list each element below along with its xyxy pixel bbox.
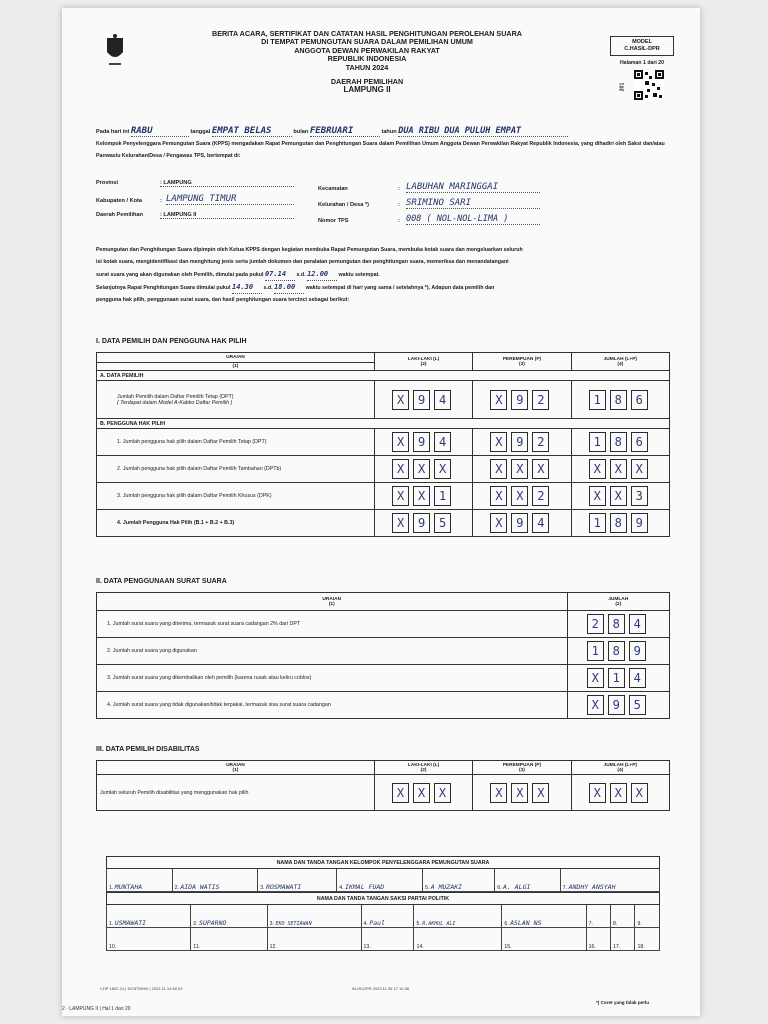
s2-row-4 (97, 692, 670, 719)
section-3-title: III. DATA PEMILIH DISABILITAS (96, 746, 200, 753)
doc-title-line-4: REPUBLIK INDONESIA (327, 54, 407, 64)
section-1-title: I. DATA PEMILIH DAN PENGGUNA HAK PILIH (96, 338, 247, 345)
saksi-signature-table (106, 892, 660, 951)
s1-b-row-1 (97, 429, 670, 456)
digit-box[interactable]: 9 (413, 390, 430, 410)
hari-field[interactable]: RABU (131, 126, 189, 137)
digit-box[interactable]: X (610, 459, 627, 479)
digit-box[interactable]: 8 (608, 614, 625, 634)
footer-note: *) Coret yang tidak perlu (596, 1000, 650, 1005)
kpps-sign-7[interactable]: 7. ANDHY ANSYAH (560, 869, 659, 892)
digit-box[interactable]: 4 (434, 390, 451, 410)
tanggal-label: tanggal (190, 129, 211, 135)
kpps-signature-table (106, 856, 660, 892)
digit-box[interactable]: X (511, 459, 528, 479)
s3-row-label: Jumlah seluruh Pemilih disabilitas yang menggunakan hak pilih (97, 775, 375, 811)
digit-box[interactable]: X (589, 783, 606, 803)
kpps-sign-1[interactable]: 1. MUNTAHA (107, 869, 173, 892)
s1-a-laki (374, 381, 472, 419)
district-label: DAERAH PEMILIHAN (330, 77, 404, 87)
section-3-table (96, 760, 670, 811)
digit-box[interactable]: 1 (589, 390, 606, 410)
digit-box[interactable]: X (434, 459, 451, 479)
s1-idx-1: (1) (97, 363, 375, 371)
digit-box[interactable]: 5 (629, 695, 646, 715)
time-start-field[interactable]: 07.14 (265, 268, 295, 281)
intro-text: Kelompok Penyelenggara Pemungutan Suara (KPPS) mengadakan Rapat Pemungutan dan Penghitungan Suara dalam Pemilihan Umum Anggota Dewan Perwakilan Rakyat Republik Indonesia, yang dihadiri oleh Saksi dan/atau Panwaslu Kelurahan/Desa / Pengawas TPS, bertempat di: (96, 141, 665, 159)
digit-box[interactable]: X (511, 486, 528, 506)
section-1-table (96, 352, 670, 537)
digit-box[interactable]: 4 (629, 668, 646, 688)
model-box (610, 36, 674, 56)
digit-box[interactable]: 3 (631, 486, 648, 506)
saksi-sign-17[interactable]: 17. (611, 928, 635, 951)
kpps-sign-title: NAMA DAN TANDA TANGAN KELOMPOK PENYELENGGARA PEMUNGUTAN SUARA (107, 857, 660, 869)
bulan-field[interactable]: FEBRUARI (310, 126, 380, 137)
digit-box[interactable]: X (434, 783, 451, 803)
s2-row-1-label: 1. Jumlah surat suara yang diterima, termasuk surat suara cadangan 2% dari DPT (97, 611, 568, 638)
digit-box[interactable]: X (413, 486, 430, 506)
digit-box[interactable]: 8 (610, 432, 627, 452)
dapil-label: Daerah Pemilihan (96, 212, 143, 218)
procedure-line-5: pengguna hak pilih, penggunaan surat suara, dan hasil penghitungan suara tercinci sebagai berikut: (96, 297, 350, 303)
dapil-value: : LAMPUNG II (160, 212, 294, 219)
procedure-line-2: isi kotak suara, mengidentifikasi dan menghitung jenis serta jumlah dokumen dan peralatan pemungutan dan penghitungan suara, memeriksa dan menandatangani (96, 259, 509, 265)
s2-head-jumlah: JUMLAH (2) (567, 593, 670, 611)
kpps-sign-6[interactable]: 6. A. ALGI (495, 869, 561, 892)
date-line (96, 126, 676, 137)
s1-b4-label: 4. Jumlah Pengguna Hak Pilih (B.1 + B.2 + B.3) (97, 510, 375, 537)
digit-box[interactable]: 2 (532, 390, 549, 410)
page-label: Halaman 1 dari 20 (619, 60, 665, 66)
digit-box[interactable]: X (490, 459, 507, 479)
s3-row (97, 775, 670, 811)
digit-box[interactable]: 8 (610, 513, 627, 533)
digit-box[interactable]: 2 (587, 614, 604, 634)
saksi-sign-9[interactable]: 9. (635, 905, 660, 928)
s2-row-2 (97, 638, 670, 665)
digit-box[interactable]: 9 (511, 432, 528, 452)
digit-box[interactable]: X (413, 783, 430, 803)
kpps-sign-4[interactable]: 4. IKMAL FUAD (337, 869, 423, 892)
digit-box[interactable]: X (631, 783, 648, 803)
side-code: 201 (619, 82, 626, 92)
tahun-label: tahun (381, 129, 397, 135)
doc-title-line-1: BERITA ACARA, SERTIFIKAT DAN CATATAN HASIL PENGHITUNGAN PEROLEHAN SUARA (212, 29, 522, 38)
saksi-sign-18[interactable]: 18. (635, 928, 660, 951)
digit-box[interactable]: 6 (631, 432, 648, 452)
s2-head-uraian: URAIAN (1) (97, 593, 568, 611)
kpps-sign-2[interactable]: 2. AIDA WATIS (172, 869, 258, 892)
s2-row-2-label: 2. Jumlah surat suara yang digunakan (97, 638, 568, 665)
s1-head-jumlah: JUMLAH (L+P) (4) (571, 353, 669, 371)
doc-title-line-3: ANGGOTA DEWAN PERWAKILAN RAKYAT (294, 45, 440, 55)
sd-label: s.d. (296, 272, 306, 278)
print-code: CHP 1802 24 | 1578759/00 | 2023 11 14 58 03 (100, 986, 183, 991)
kelurahan-label: Kelurahan / Desa *) (318, 202, 369, 208)
digit-box[interactable]: 9 (608, 695, 625, 715)
saksi-sign-13[interactable]: 13. (361, 928, 414, 951)
saksi-sign-11[interactable]: 11. (191, 928, 267, 951)
s2-row-4-label: 4. Jumlah surat suara yang tidak digunakan/tidak terpakai, termasuk sisa surat suara cadangan (97, 692, 568, 719)
s1-a-note: ( Terdapat dalam Model A-Kabko Daftar Pemilih ) (117, 399, 233, 406)
digit-box[interactable]: 8 (610, 390, 627, 410)
kpps-sign-5[interactable]: 5. A MUZAKI (422, 869, 494, 892)
saksi-sign-1[interactable]: 1. USMAWATI (107, 905, 191, 928)
saksi-sign-2[interactable]: 2. SUPARNO (191, 905, 267, 928)
digit-box[interactable]: 1 (589, 513, 606, 533)
provinsi-value: : LAMPUNG (160, 180, 294, 187)
digit-box[interactable]: 9 (413, 432, 430, 452)
digit-box[interactable]: 9 (511, 513, 528, 533)
saksi-sign-16[interactable]: 16. (586, 928, 610, 951)
tahun-field[interactable]: DUA RIBU DUA PULUH EMPAT (398, 126, 568, 137)
mid-code: IN-09-DPR 2023 11 05 17 10 56 (352, 986, 410, 991)
digit-box[interactable]: X (490, 486, 507, 506)
s2-row-3-label: 3. Jumlah surat suara yang dikembalikan oleh pemilih (karena rusak atau keliru coblos) (97, 665, 568, 692)
digit-box[interactable]: 4 (532, 513, 549, 533)
s1-a-title: A. DATA PEMILIH (97, 371, 670, 381)
digit-box[interactable]: X (392, 513, 409, 533)
digit-box[interactable]: X (532, 783, 549, 803)
digit-box[interactable]: X (490, 783, 507, 803)
saksi-sign-14[interactable]: 14. (414, 928, 502, 951)
kabupaten-field[interactable]: LAMPUNG TIMUR (166, 194, 294, 205)
s3-head-perempuan: PEREMPUAN (P) (3) (473, 761, 571, 775)
bulan-label: bulan (293, 129, 309, 135)
digit-box[interactable]: X (532, 459, 549, 479)
digit-box[interactable]: X (413, 459, 430, 479)
kabupaten-label: Kabupaten / Kota (96, 198, 142, 204)
digit-box[interactable]: 2 (532, 432, 549, 452)
s1-head-perempuan: PEREMPUAN (P) (3) (473, 353, 571, 371)
s1-b3-label: 3. Jumlah pengguna hak pilih dalam Daftar Pemilih Khusus (DPK) (97, 483, 375, 510)
s1-b-title: B. PENGGUNA HAK PILIH (97, 419, 670, 429)
digit-box[interactable]: X (589, 459, 606, 479)
tanggal-field[interactable]: EMPAT BELAS (212, 126, 292, 137)
digit-box[interactable]: X (490, 432, 507, 452)
form-page: BERITA ACARA, SERTIFIKAT DAN CATATAN HASIL PENGHITUNGAN PEROLEHAN SUARA DI TEMPAT PEMUNGUTAN SUARA DALAM PEMILIHAN UMUM ANGGOTA DEWAN PERWAKILAN RAKYAT REPUBLIK INDONESIA TAHUN 2024 DAERAH PEMILIHAN LAMPUNG II MODEL C.HASIL-DPR Halaman 1 dari 20 201 Pada hari ini RABU tanggal EMPAT BELAS bulan FEBRUARI tahun DUA RIBU DUA PULUH EMPAT Kelompok Penyelenggara Pemungutan Suara (KPPS) mengadakan Rapat Pemungutan dan Penghitungan Suara dalam Pemilihan Umum Anggota Dewan Perwakilan Rakyat Republik Indonesia, yang dihadiri oleh Saksi dan/atau Panwaslu Kelurahan/Desa / Pengawas TPS, bertempat di: Provinsi : LAMPUNG Kabupaten / Kota : LAMPUNG TIMUR Daerah Pemilihan : LAMPUNG II Kecamatan : LABUHAN MARINGGAI Kelurahan / Desa *) : SRIMINO SARI Nomor TPS : 008 ( NOL-NOL-LIMA ) Pemungutan dan Penghitungan Suara dipimpin oleh Ketua KPPS dengan kegiatan membuka Rapat Pemungutan Suara, membuka kotak suara dan mengeluarkan seluruh isi kotak suara, mengidentifikasi dan menghitung jenis serta jumlah dokumen dan peralatan pemungutan dan penghitungan suara, memeriksa dan menandatangani surat suara yang akan digunakan oleh Pemilih, dimulai pada pukul 07.14 s.d. 12.00 waktu setempat. Selanjutnya Rapat Penghitungan Suara dimulai pukul 14.30 s.d. 18.00 waktu setempat di hari yang sama / setelahnya *). Adapun data pemilih dan pengguna hak pilih, penggunaan surat suara, dan hasil penghitungan suara tercinci sebagai berikut: I. DATA PEMILIH DAN PENGGUNA HAK PILIH URAIAN LAKI-LAKI (L) (2) PEREMPUAN (P) (3) JUMLAH (L+P) (4) (1) A. DATA PEMILIH Jumlah Pemilih dalam Daftar Pemilih Tetap (DPT) ( Terdapat dalam Model A-Kabko Daftar Pemilih ) X 9 4 X 9 2 1 8 6 B. PENGGUNA HAK PILIH 1. Jumlah pengguna hak pilih dalam Daftar Pemilih Tetap (DPT) X 9 4 X 9 2 1 8 6 2. Jumlah pengguna hak pilih dalam Daftar Pemilih Tambahan (DPTb) X X X X X X X X X 3. Jumlah pengguna hak pilih dalam Daftar Pemilih Khusus (DPK) X X 1 X X 2 X X 3 4. Jumlah Pengguna Hak Pilih (B.1 + B.2 + B.3) X 9 5 X 9 4 1 8 9 II. DATA PENGGUNAAN SURAT SUARA URAIAN (1) JUMLAH (2) 1. Jumlah surat suara yang diterima, termasuk surat suara cadangan 2% dari DPT 2 8 4 2. Jumlah surat suara yang digunakan 1 8 9 3. Jumlah surat suara yang dikembalikan oleh pemilih (karena rusak atau keliru coblos) X 1 4 4. Jumlah surat suara yang tidak digunakan/tidak terpakai, termasuk sisa surat suara cadangan X 9 5 III. DATA PEMILIH DISABILITAS URAIAN (1) LAKI-LAKI (L) (2) PEREMPUAN (P) (3) JUMLAH (L+P) (4) Jumlah seluruh Pemilih disabilitas yang menggunakan hak pilih X X X X X X X X X NAMA DAN TANDA TANGAN KELOMPOK PENYELENGGARA PEMUNGUTAN SUARA 1. MUNTAHA 2. AIDA WATIS 3. ROSMAWATI 4. IKMAL FUAD 5. A MUZAKI 6. A. ALGI 7. ANDHY ANSYAH NAMA DAN TANDA TANGAN SAKSI PARTAI POLITIK 1. USMAWATI 2. SUPARNO 3. EKO SETIAWAN 4. Paul 5. R.AKHUL ALI 6. ASLAN NS 7. 8. 9. 10. 11. 12. 13. 14. 15. 16. 17. 18. CHP 1802 24 | 1578759/00 | 2023 11 14 58 03 IN-09-DPR 2023 11 05 17 10 56 *) Coret yang tidak perlu 2 · LAMPUNG II | Hal 1 dari 20 (62, 8, 700, 1016)
model-code: C.HASIL-DPR (624, 46, 660, 52)
saksi-sign-8[interactable]: 8. (611, 905, 635, 928)
s1-a-label: Jumlah Pemilih dalam Daftar Pemilih Tetap (DPT) (117, 393, 234, 400)
saksi-sign-3[interactable]: 3. EKO SETIAWAN (267, 905, 361, 928)
signature-block (106, 856, 660, 951)
digit-box[interactable]: X (490, 390, 507, 410)
saksi-sign-title: NAMA DAN TANDA TANGAN SAKSI PARTAI POLITIK (107, 893, 660, 905)
digit-box[interactable]: 6 (631, 390, 648, 410)
saksi-sign-5[interactable]: 5. R.AKHUL ALI (414, 905, 502, 928)
s3-head-uraian: URAIAN (1) (97, 761, 375, 775)
s1-a-perempuan (473, 381, 571, 419)
digit-box[interactable]: X (392, 459, 409, 479)
digit-box[interactable]: X (392, 783, 409, 803)
pada-hari-label: Pada hari ini (96, 129, 130, 135)
saksi-sign-4[interactable]: 4. Paul (361, 905, 414, 928)
kecamatan-label: Kecamatan (318, 186, 348, 192)
kelurahan-field[interactable]: SRIMINO SARI (406, 198, 540, 209)
digit-box[interactable]: X (511, 783, 528, 803)
s1-a-row (97, 381, 670, 419)
digit-box[interactable]: X (587, 695, 604, 715)
saksi-sign-15[interactable]: 15. (502, 928, 586, 951)
saksi-sign-12[interactable]: 12. (267, 928, 361, 951)
s1-b1-label: 1. Jumlah pengguna hak pilih dalam Daftar Pemilih Tetap (DPT) (97, 429, 375, 456)
digit-box[interactable]: 9 (511, 390, 528, 410)
tps-label: Nomor TPS (318, 218, 349, 224)
saksi-sign-6[interactable]: 6. ASLAN NS (502, 905, 586, 928)
procedure-line-4b: waktu setempat di hari yang sama / setelahnya *). Adapun data pemilih dan (305, 285, 495, 291)
time-end-field[interactable]: 12.00 (307, 268, 337, 281)
kecamatan-field[interactable]: LABUHAN MARINGGAI (406, 182, 540, 193)
s3-head-laki: LAKI-LAKI (L) (2) (374, 761, 472, 775)
count-end-field[interactable]: 18.00 (274, 281, 304, 294)
digit-box[interactable]: 8 (608, 641, 625, 661)
digit-box[interactable]: 9 (413, 513, 430, 533)
digit-box[interactable]: X (610, 486, 627, 506)
s1-b2-label: 2. Jumlah pengguna hak pilih dalam Daftar Pemilih Tambahan (DPTb) (97, 456, 375, 483)
digit-box[interactable]: 9 (629, 641, 646, 661)
saksi-sign-10[interactable]: 10. (107, 928, 191, 951)
doc-title-line-2: DI TEMPAT PEMUNGUTAN SUARA DALAM PEMILIHAN UMUM (261, 37, 473, 47)
section-2-table (96, 592, 670, 719)
s1-a-jumlah (571, 381, 669, 419)
s1-head-uraian: URAIAN (97, 353, 375, 363)
qr-code-icon (634, 70, 664, 100)
digit-box[interactable]: 1 (434, 486, 451, 506)
count-start-field[interactable]: 14.30 (232, 281, 262, 294)
bottom-label: 2 · LAMPUNG II | Hal 1 dari 20 (62, 1006, 131, 1012)
digit-box[interactable]: X (610, 783, 627, 803)
s2-row-3 (97, 665, 670, 692)
digit-box[interactable]: 4 (629, 614, 646, 634)
digit-box[interactable]: X (631, 459, 648, 479)
digit-box[interactable]: X (392, 486, 409, 506)
district-name: LAMPUNG II (343, 85, 391, 95)
digit-box[interactable]: 4 (434, 432, 451, 452)
digit-box[interactable]: X (392, 390, 409, 410)
digit-box[interactable]: 2 (532, 486, 549, 506)
digit-box[interactable]: X (490, 513, 507, 533)
procedure-line-1: Pemungutan dan Penghitungan Suara dipimpin oleh Ketua KPPS dengan kegiatan membuka Rapat Pemungutan Suara, membuka kotak suara dan mengeluarkan seluruh (96, 247, 523, 253)
sd-label-2: s.d. (263, 285, 273, 291)
model-label: MODEL (632, 39, 652, 45)
s3-head-jumlah: JUMLAH (L+P) (4) (571, 761, 669, 775)
digit-box[interactable]: 1 (608, 668, 625, 688)
procedure-text (96, 244, 674, 306)
procedure-line-3a: surat suara yang akan digunakan oleh Pemilih, dimulai pada pukul (96, 272, 264, 278)
kpu-emblem-icon (102, 32, 128, 68)
doc-title-line-5: TAHUN 2024 (345, 62, 389, 72)
digit-box[interactable]: X (589, 486, 606, 506)
digit-box[interactable]: 1 (589, 432, 606, 452)
saksi-sign-7[interactable]: 7. (586, 905, 610, 928)
digit-box[interactable]: X (587, 668, 604, 688)
s1-head-laki: LAKI-LAKI (L) (2) (374, 353, 472, 371)
procedure-line-4a: Selanjutnya Rapat Penghitungan Suara dimulai pukul (96, 285, 231, 291)
kpps-sign-3[interactable]: 3. ROSMAWATI (258, 869, 337, 892)
s1-b-row-2 (97, 456, 670, 483)
procedure-line-3b: waktu setempat. (338, 272, 380, 278)
provinsi-label: Provinsi (96, 180, 119, 186)
section-2-title: II. DATA PENGGUNAAN SURAT SUARA (96, 578, 227, 585)
s2-row-1 (97, 611, 670, 638)
digit-box[interactable]: 9 (631, 513, 648, 533)
digit-box[interactable]: 5 (434, 513, 451, 533)
s1-b-row-4 (97, 510, 670, 537)
tps-field[interactable]: 008 ( NOL-NOL-LIMA ) (406, 214, 540, 225)
digit-box[interactable]: X (392, 432, 409, 452)
s1-b-row-3 (97, 483, 670, 510)
digit-box[interactable]: 1 (587, 641, 604, 661)
